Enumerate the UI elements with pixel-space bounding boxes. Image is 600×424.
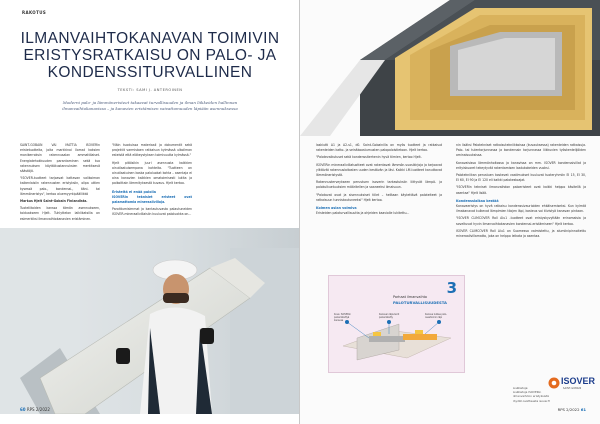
paragraph: SAINT-GOBAIN VAI MATTIA ISOVERin eristetuotteita, joita markkinoi Ilomat kaksien monikerroksin rakennusalan ammattilaiset. Energiatehokkuuden parantaminen sekä tuo rakennuksen käyttökustannuksien merkitsevä säästöjä.: [20, 143, 100, 174]
page-number: 60: [20, 407, 26, 412]
subheading: Eristeitä ei enää palolla: [112, 189, 157, 194]
paragraph: Rakennusterveykseen perustuen isoverin tarkastuksiin liittyvät lämpö- ja palokulkuetuuksien määritellen ja saaneeksi ilmaisuun.: [316, 180, 442, 190]
lead-paragraph: Moderni palo- ja lämmöneristeet takaavat turvallisuuden ja ilman liikkeiden hallinnan ilmanvaihtokanavissa – ja kanavien eristämisen vaivattomuuden läpiään asennuksessa: [62, 100, 238, 112]
infobox-legend-2: Kanavan läpivienti paloeristetty: [379, 313, 400, 319]
highlighted-text: ISOVERin teknisiet eristeet ovat palamattomia mineraalivilloja.: [112, 194, 192, 205]
subheading: Kolmen asian voimiva: [316, 206, 357, 211]
body-column-4: [456, 143, 586, 241]
article-headline: [20, 30, 280, 81]
body-column-1: [20, 143, 100, 224]
isover-logo-icon: [548, 377, 560, 389]
subheading: Kondenssiaikaa kestää: [456, 198, 499, 203]
paragraph: laskiutti A1 ja A2-s1, d0. Saint-Gobainilla on myös tuotteet ja ratkaisut rakenteiden katto- ja seinäkoostumusten palopaloistietoon. Hjelt kertoo.: [316, 143, 442, 153]
paragraph: Palotekniikan perustuen koskevat vaatimukset kuuluvat tuoteryhmiin EI 15, EI 30, EI 60, EI 90 ja EI 120 eli kaikki palokestoajat.: [456, 173, 586, 183]
duct-render-illustration: [300, 0, 600, 136]
logo-wordmark: ISOVER: [561, 376, 596, 386]
page-number: 61: [580, 407, 586, 412]
paragraph: nin lisäksi Palotekniset ratkaisutekniikkoissa (kuvauksessa) rakenteiden ratkaisuja. Palo- tai tulentorjunnassa ja kondenssin torjunnassa liikkuvien työskentelijöiden ominaisuuksissa.: [456, 143, 586, 158]
magazine-name: RPS: [26, 407, 35, 412]
isover-logo: [548, 375, 596, 395]
fire-safety-infobox: [328, 275, 465, 373]
paragraph: ISOVER CLIMCOVER Roll Alu1 on Suomessa valmistettu, ja alumiinipinnoitettu mineraalivillamatto, joka on helppo leikata ja asentaa.: [456, 228, 586, 239]
photo-credit-label: Lisätietoja:: [513, 386, 529, 390]
paragraph: "Palotavat ovat ja sisennuksiset tiilet – heiltaan käytettävä paloteiteet ja ratkaisuun tunnistautuneeksi" Hjelt kertoo.: [316, 192, 442, 202]
headline-line-2: ERISTYSRATKAISU ON PALO- JA: [23, 47, 277, 64]
paragraph: Markus Hjelt Saint-Gobain Finlandista.: [20, 199, 88, 204]
infobox-number: 3: [446, 279, 457, 297]
headline-line-1: ILMANVAIHTOKANAVAN TOIMIVIN: [20, 30, 280, 47]
installer-photo: [0, 228, 300, 414]
paragraph: Paroittumisimmat ja kantautuvasta palautuneiden ISOVER-mineraalivillaisiin kuuluvat paloluokka on...: [112, 207, 192, 217]
infobox-legend-1: Kuva: ISOVERin paloeristettyä kanavaa: [334, 313, 351, 322]
duct-insulation-render: [300, 0, 600, 136]
infobox-diagram: [329, 276, 464, 372]
paragraph: "ISOVERin tekniset ilmanvaihdon paloeristeet ovat kaikki helppo käsitellä ja asentaa" Hjelt lisää.: [456, 185, 586, 195]
installer-photo-illustration: [0, 228, 300, 414]
photo-credit-text: Lisätietoja ISOVERin ilmanvaihdon eristyksistä löydät osoitteesta isover.fi: [513, 390, 550, 403]
infobox-title-line-2: PALOTURVALLISUUDESTA: [393, 300, 447, 305]
paragraph: "ISOVER CLIMCOVER Roll Alu1 -tuotteet ovat eristyskyvyltään erinomaisia ja soveltuvat hyvin ilmanvaihtokanavien kondenssi-eristämiseen" Hjelt kertoo.: [456, 216, 586, 226]
body-column-3: [316, 143, 442, 218]
issue-number: 2/2022: [566, 407, 580, 412]
paragraph: ISOVERin mineraalivillatuotteet ovat rakentavat lämmön-vuosikirjoja ja tarjoavat ylittävät rakennuslaitosten uuden kestävän ja läsi. Kaikki LM-tuotteet kanuttavat lämmöneristystä.: [316, 162, 442, 178]
headline-line-3: KONDENSSITURVALLINEN: [47, 64, 253, 81]
paragraph: Hjelt pitäisikin juuri asennusta kaikkien ainutlaatuisempana kohteita. "Tuotteen on ainutlaatuinen koska paloluokat kohta – asentaja ei aina kanavien kaikkien omatoimisesti lukita ja paikoittain lämmityksestä kuvaus. Hjelt kertoo.: [112, 160, 192, 186]
paragraph: Eristeiden paloturvallisuutta ja ohjeiden kaaviolle lukitettu...: [316, 211, 410, 216]
page-footer-right: [558, 407, 586, 412]
issue-number: 2/2022: [35, 407, 50, 412]
infobox-legend-3: Kanava kulkee palo-osastoinnin läpi: [425, 313, 448, 319]
section-tag: RAKOTUS: [22, 10, 47, 15]
paragraph: "Palotevaikutuset sekä kondenssiterhenin hyvä tiimien, kertoo Hjelt.: [316, 155, 422, 160]
byline: TEKSTI: SAMI J. ANTEROINEN: [117, 88, 183, 92]
page-footer-left: [20, 407, 50, 412]
paragraph: Kanavaeristys on hyvä ratkaisu kondenssivaurioiden ehkäisemiseksi. Kun kylmät ilmakanavat kulkevat lämpimien tilojen läpi, kosteus voi tiivistyä kanavan pintaan.: [456, 204, 586, 214]
infobox-title-line-1: Parhaat ilmanvaihto: [393, 295, 428, 299]
paragraph: "ISOVER-tuotteet tarjoavat kattavan valikoiman kaikenlaisiin rakennusten eristyksiin, olipa uttien kysessä palo-, kondenssi-, ääni- tai lämmöneristys", kertoo aluemyyntipäällikkö: [20, 176, 100, 196]
body-column-2: [112, 143, 192, 220]
paragraph: Tuoteliitoiden kanssa tämän asennukseen, toiduakseen Hjelt. Tuhlyttelon laiklikatsilia on esimerkiksi ilmanvaihtokanavien eristäminen.: [20, 206, 100, 221]
paragraph: "Näin tuoduissa materiaali ja dokumentit sekä projektit varmistaen ratkaisun kylmässä ulkoilman esteistä että eläkeystyksen toimivuutta kylmässä.": [112, 143, 192, 158]
logo-company: SAINT-GOBAIN: [563, 387, 582, 390]
paragraph: Kanavaisissa lämmönhoitossa ja kanavissa on mm. ISOVER kondenssivillat ja erityiskuoret tekeytyvät rakentamisen laatukokeiden vuoksi.: [456, 160, 586, 170]
magazine-name: RPS: [557, 407, 565, 412]
